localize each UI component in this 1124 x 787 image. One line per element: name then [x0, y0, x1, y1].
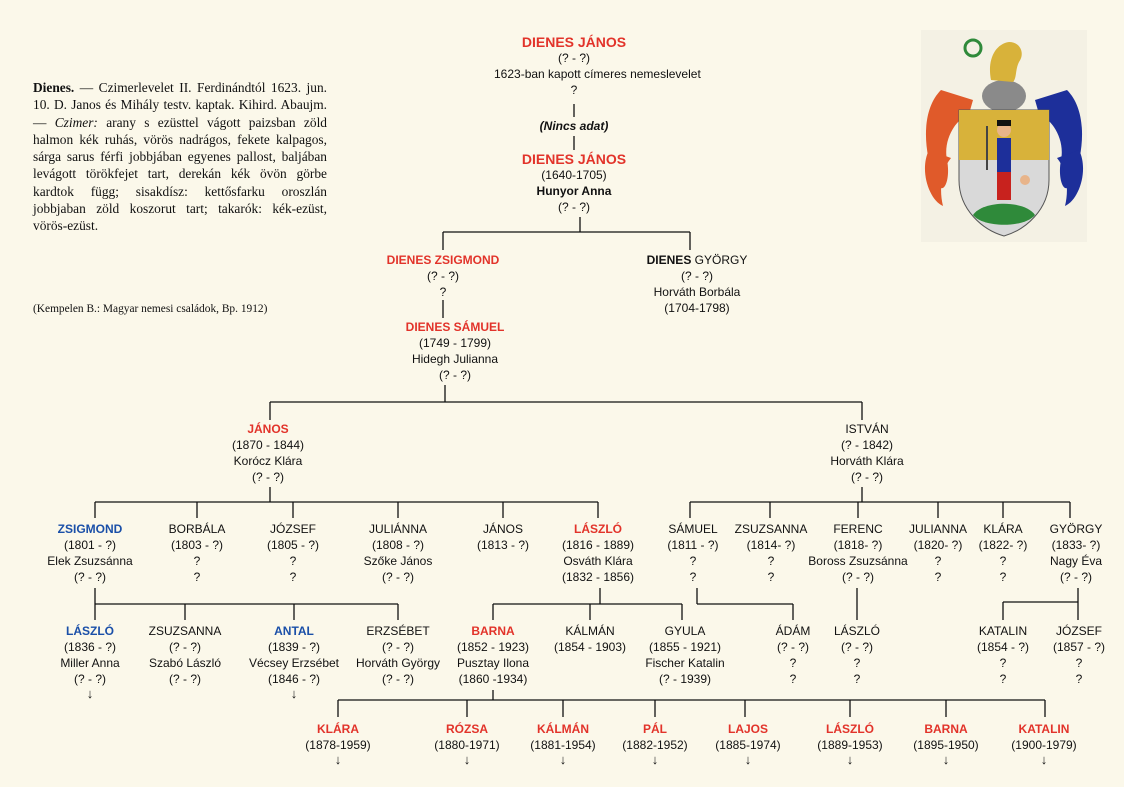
- person-dates: (1813 - ?): [476, 538, 530, 552]
- person-name: JULIANNA: [908, 522, 967, 536]
- descendants-arrow-icon: ↓: [651, 752, 659, 767]
- person-dates: (1857 - ?): [1052, 640, 1106, 654]
- person-name-surname: DIENES: [646, 253, 692, 267]
- spouse-name: Korócz Klára: [233, 454, 303, 468]
- spouse-name: ?: [193, 554, 201, 568]
- person-dates: (1881-1954): [530, 738, 596, 752]
- person-name: PÁL: [643, 722, 667, 736]
- person-dates: (1818- ?): [833, 538, 883, 552]
- spouse-name: Pusztay Ilona: [456, 656, 530, 670]
- person-dates: (1855 - 1921): [648, 640, 722, 654]
- person-note: 1623-ban kapott címeres nemeslevelet: [494, 67, 701, 81]
- person-name: ÁDÁM: [775, 624, 811, 638]
- person-dates: (? - 1842): [840, 438, 894, 452]
- spouse-name: Horváth György: [355, 656, 441, 670]
- spouse-dates: (? - ?): [557, 200, 590, 214]
- person-name: LAJOS: [727, 722, 768, 736]
- spouse-name: Horváth Borbála: [653, 285, 741, 299]
- spouse-dates: (? - 1939): [658, 672, 712, 686]
- person-dates: (? - ?): [776, 640, 809, 654]
- person-dates: (? - ?): [557, 51, 590, 65]
- person-dates: (? - ?): [680, 269, 713, 283]
- person-zsigmond-1801: [20, 521, 160, 585]
- person-name: ANTAL: [274, 624, 314, 638]
- person-name: ZSUZSANNA: [148, 624, 222, 638]
- spouse-name: ?: [767, 554, 775, 568]
- descendants-arrow-icon: ↓: [463, 752, 471, 767]
- spouse-dates: (? - ?): [1059, 570, 1092, 584]
- person-name: ISTVÁN: [845, 422, 889, 436]
- spouse-dates: (? - ?): [850, 470, 883, 484]
- descendants-arrow-icon: ↓: [942, 752, 950, 767]
- person-name: LÁSZLÓ: [66, 624, 114, 638]
- descendants-arrow-icon: ↓: [290, 686, 298, 701]
- person-dates: (1820- ?): [913, 538, 963, 552]
- person-istvan: [787, 421, 947, 485]
- spouse-name: ?: [934, 554, 942, 568]
- person-dates: (1900-1979): [1011, 738, 1077, 752]
- person-klara-1878: [298, 721, 378, 767]
- person-name: KLÁRA: [317, 722, 359, 736]
- descendants-arrow-icon: ↓: [86, 686, 94, 701]
- person-dienes-janos-1640: [494, 151, 654, 215]
- spouse-name: Horváth Klára: [830, 454, 904, 468]
- spouse-name: Hidegh Julianna: [411, 352, 499, 366]
- spouse-dates: (? - ?): [73, 570, 106, 584]
- person-name: JÁNOS: [482, 522, 523, 536]
- person-pal-1882: [615, 721, 695, 767]
- person-klara-1822: [973, 521, 1033, 585]
- person-julianna-1808: [343, 521, 453, 585]
- person-laszlo-1816: [546, 521, 650, 585]
- source-citation: (Kempelen B.: Magyar nemesi családok, Bp. 1912): [33, 303, 268, 315]
- person-name: DIENES JÁNOS: [521, 151, 627, 167]
- coat-of-arms-icon: [921, 30, 1087, 242]
- person-dates: (1814- ?): [746, 538, 796, 552]
- person-gyula-1855: [632, 623, 738, 687]
- person-dates: (1836 - ?): [63, 640, 117, 654]
- spouse-dates: (? - ?): [168, 672, 201, 686]
- spouse-dates: (1704-1798): [664, 301, 730, 315]
- spouse-dates: (? - ?): [841, 570, 874, 584]
- person-katalin-1900: [1000, 721, 1088, 767]
- person-name: KÁLMÁN: [537, 722, 589, 736]
- person-dienes-gyorgy: [617, 252, 777, 316]
- person-dates: (1870 - 1844): [231, 438, 305, 452]
- person-name: FERENC: [833, 522, 883, 536]
- spouse-dates: ?: [767, 570, 775, 584]
- descendants-arrow-icon: ↓: [846, 752, 854, 767]
- person-dates: (1803 - ?): [170, 538, 224, 552]
- spouse-dates: ?: [789, 672, 797, 686]
- spouse-name: ?: [999, 554, 1007, 568]
- description-part-2: arany s ezüsttel vágott paizsban zöld halmon kék ruhás, vörös nadrágos, fekete kalpagos, sárga sarus férfi jobbjában egyenes pallost, baljában levágott törökfejet tart, derekán kék övön görbe kardtok függ; sisakdísz: kettősfarku oroszlán jobbjaban zöld koszorut tart; takarók: kék-ezüst, vörös-ezüst.: [33, 114, 327, 234]
- person-name: [617, 252, 777, 268]
- spouse-dates: (1832 - 1856): [561, 570, 635, 584]
- person-dates: (1889-1953): [817, 738, 883, 752]
- descendants-arrow-icon: ↓: [559, 752, 567, 767]
- person-dates: (1749 - 1799): [418, 336, 492, 350]
- person-adam: [758, 623, 828, 687]
- spouse-name: Boross Zsuzsánna: [808, 554, 908, 568]
- spouse-name: ?: [789, 656, 797, 670]
- spouse-name: ?: [853, 656, 861, 670]
- spouse-dates: (? - ?): [438, 368, 471, 382]
- spouse-name: ?: [689, 554, 697, 568]
- person-borbala: [147, 521, 247, 585]
- spouse-name: Hunyor Anna: [536, 184, 612, 198]
- person-dates: (1816 - 1889): [561, 538, 635, 552]
- person-name: BARNA: [471, 624, 515, 638]
- person-dates: (1811 - ?): [667, 538, 719, 552]
- surname: Dienes.: [33, 80, 75, 95]
- person-name: KATALIN: [978, 624, 1028, 638]
- person-name: ERZSÉBET: [366, 624, 430, 638]
- person-dates: (1882-1952): [622, 738, 688, 752]
- person-dates: (? - ?): [381, 640, 414, 654]
- person-dates: (? - ?): [168, 640, 201, 654]
- person-dates: (1885-1974): [715, 738, 781, 752]
- spouse-name: ?: [999, 656, 1007, 670]
- person-dates: (1854 - ?): [976, 640, 1030, 654]
- person-dates: (1822- ?): [978, 538, 1028, 552]
- person-name: KLÁRA: [983, 522, 1023, 536]
- spouse-dates: ?: [289, 570, 297, 584]
- person-name: ZSUZSANNA: [734, 522, 808, 536]
- unknown-link: ?: [570, 83, 578, 97]
- description-part-1: — Czimerlevelet II. Ferdinándtól 1623. jun. 10. D. Janos és Mihály testv. kaptak. Kihird. Abaujm. —: [33, 80, 327, 130]
- spouse-dates: ?: [193, 570, 201, 584]
- person-name: RÓZSA: [446, 722, 488, 736]
- no-data-note: [494, 118, 654, 134]
- person-name: JULIÁNNA: [368, 522, 427, 536]
- descendants-arrow-icon: ↓: [1040, 752, 1048, 767]
- no-data-label: (Nincs adat): [539, 119, 609, 133]
- spouse-dates: ?: [934, 570, 942, 584]
- person-barna-1852: [443, 623, 543, 687]
- person-jozsef-1805: [243, 521, 343, 585]
- spouse-dates: ?: [999, 570, 1007, 584]
- person-dates: (1880-1971): [434, 738, 500, 752]
- spouse-name: ?: [289, 554, 297, 568]
- person-samuel-1811: [655, 521, 731, 585]
- person-dates: (1640-1705): [541, 168, 607, 182]
- spouse-dates: ?: [1075, 672, 1083, 686]
- person-zsuzsanna-2: [128, 623, 242, 687]
- person-name: GYÖRGY: [1049, 522, 1103, 536]
- person-katalin-1854: [963, 623, 1043, 687]
- person-dates: (1854 - 1903): [553, 640, 627, 654]
- person-lajos-1885: [708, 721, 788, 767]
- person-name: KATALIN: [1018, 722, 1070, 736]
- family-description: [33, 79, 327, 235]
- spouse-name: ?: [1075, 656, 1083, 670]
- unknown-link: ?: [439, 285, 447, 299]
- spouse-dates: (1846 - ?): [267, 672, 321, 686]
- person-name: BORBÁLA: [168, 522, 226, 536]
- person-name: SÁMUEL: [668, 522, 718, 536]
- person-laszlo-3: [822, 623, 892, 687]
- person-kalman-1854: [545, 623, 635, 655]
- spouse-dates: (? - ?): [73, 672, 106, 686]
- spouse-dates: ?: [999, 672, 1007, 686]
- person-dates: (1808 - ?): [371, 538, 425, 552]
- person-dates: (? - ?): [426, 269, 459, 283]
- person-erzsebet: [338, 623, 458, 687]
- person-janos-1870: [188, 421, 348, 485]
- person-name: JÁNOS: [247, 422, 289, 436]
- spouse-name: Miller Anna: [60, 656, 120, 670]
- person-kalman-1881: [523, 721, 603, 767]
- spouse-name: Fischer Katalin: [645, 656, 725, 670]
- person-name-given: GYÖRGY: [691, 253, 748, 267]
- spouse-name: Nagy Éva: [1049, 554, 1103, 568]
- person-dates: (1895-1950): [913, 738, 979, 752]
- person-name: ZSIGMOND: [57, 522, 123, 536]
- spouse-dates: (? - ?): [381, 570, 414, 584]
- person-name: KÁLMÁN: [565, 624, 615, 638]
- spouse-dates: (? - ?): [251, 470, 284, 484]
- descendants-arrow-icon: ↓: [334, 752, 342, 767]
- person-name: BARNA: [924, 722, 968, 736]
- descendants-arrow-icon: ↓: [744, 752, 752, 767]
- person-jozsef-1857: [1041, 623, 1117, 687]
- person-name: GYULA: [664, 624, 706, 638]
- person-barna-1895: [906, 721, 986, 767]
- person-dienes-zsigmond: [363, 252, 523, 300]
- person-gyorgy-1833: [1036, 521, 1116, 585]
- person-name: JÓZSEF: [1055, 624, 1102, 638]
- spouse-name: Szabó László: [148, 656, 222, 670]
- spouse-name: Osváth Klára: [563, 554, 633, 568]
- person-dates: (1839 - ?): [267, 640, 321, 654]
- person-dates: (1878-1959): [305, 738, 371, 752]
- person-name: JÓZSEF: [269, 522, 316, 536]
- person-name: DIENES SÁMUEL: [405, 320, 505, 334]
- person-name: DIENES JÁNOS: [521, 34, 627, 50]
- spouse-name: Szőke János: [363, 554, 433, 568]
- person-dates: (1805 - ?): [266, 538, 320, 552]
- spouse-name: Vécsey Erzsébet: [248, 656, 340, 670]
- person-janos-1813: [458, 521, 548, 553]
- person-dates: (1852 - 1923): [456, 640, 530, 654]
- person-antal-1839: [234, 623, 354, 701]
- person-dates: (? - ?): [840, 640, 873, 654]
- czimer-label: Czimer:: [54, 114, 98, 130]
- person-dienes-janos-1623: [494, 34, 701, 98]
- spouse-dates: (? - ?): [381, 672, 414, 686]
- spouse-name: Elek Zsuzsánna: [47, 554, 133, 568]
- person-name: LÁSZLÓ: [833, 624, 881, 638]
- spouse-dates: (1860 -1934): [458, 672, 528, 686]
- person-name: DIENES ZSIGMOND: [386, 253, 500, 267]
- person-rozsa-1880: [427, 721, 507, 767]
- person-name: LÁSZLÓ: [574, 522, 622, 536]
- spouse-dates: ?: [689, 570, 697, 584]
- person-dienes-samuel: [375, 319, 535, 383]
- person-julianna-1820: [900, 521, 976, 585]
- person-dates: (1833- ?): [1051, 538, 1101, 552]
- person-laszlo-1889: [810, 721, 890, 767]
- spouse-dates: ?: [853, 672, 861, 686]
- person-name: LÁSZLÓ: [826, 722, 874, 736]
- person-dates: (1801 - ?): [63, 538, 117, 552]
